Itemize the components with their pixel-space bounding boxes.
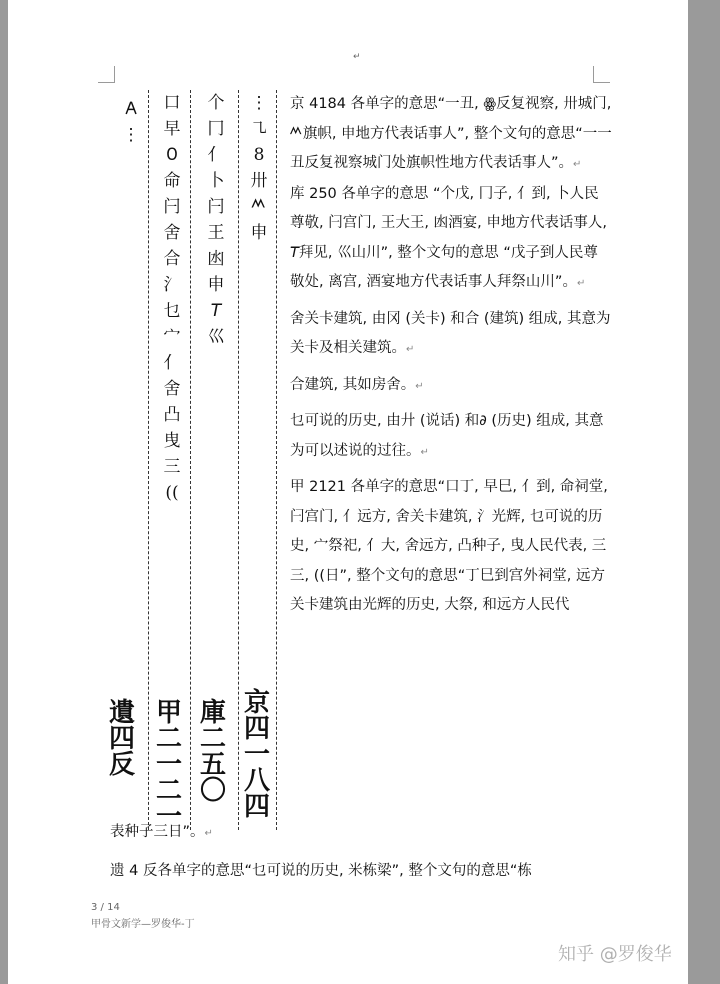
oracle-glyph: 亻 <box>163 353 181 373</box>
oracle-glyph: 口 <box>163 93 181 113</box>
oracle-glyph: 亻 <box>207 145 225 165</box>
oracle-glyph: 个 <box>207 93 225 113</box>
oracle-glyph: 早 <box>163 119 181 139</box>
oracle-glyph: 8 <box>253 145 265 165</box>
oracle-glyph: 申 <box>207 275 225 295</box>
oracle-glyph: 凸 <box>163 405 181 425</box>
oracle-glyph: 舍 <box>163 223 181 243</box>
paragraph-ku250: 库 250 各单字的意思 “个戊, 冂子, 亻到, 卜人民尊敬, 闩宫门, 王大王, 凼酒宴, 申地方代表话事人, 𝘛拜见, 巛山川”, 整个文句的意思 “戊子到人民尊敬处, 离宫, 酒宴地方代表话事人拜祭山川”。↵ <box>290 185 607 290</box>
oracle-glyph: 𝘛 <box>210 301 222 321</box>
oracle-glyph: 宀 <box>163 327 181 347</box>
explanation-text <box>290 90 612 621</box>
paragraph-jia2121: 甲 2121 各单字的意思“口丁, 早巳, 亻到, 命祠堂, 闩宫门, 亻远方, 舍关卡建筑, 氵光辉, 乜可说的历史, 宀祭祀, 亻大, 舍远方, 凸种子, 曳人民代表, 三三, ((日”, 整个文句的意思“丁巳到宫外祠堂, 远方关卡建筑由光辉的历史, 大祭, 和远方人民代 <box>290 479 608 613</box>
paragraph-continuation: 表种子三日”。↵ <box>110 824 213 840</box>
oracle-column-jing4184 <box>244 90 274 246</box>
footer-title: 甲骨文新学—罗俊华-丁 <box>91 919 195 930</box>
footer-page-number: 3 / 14 <box>91 902 120 913</box>
oracle-glyph: 王 <box>207 223 225 243</box>
paragraph-jing4184: 京 4184 各单字的意思“一丑, ꙮ反复视察, 卅城门, 𐊎旗帜, 申地方代表话事人”, 整个文句的意思“一一丑反复视察城门处旗帜性地方代表话事人”。↵ <box>290 96 612 171</box>
oracle-column-jia2121 <box>156 90 188 506</box>
label-char: 四 <box>244 714 271 744</box>
column-label-jia2121 <box>156 700 190 830</box>
column-label-jing4184 <box>244 690 278 820</box>
oracle-glyph: 三 <box>163 457 181 477</box>
label-char: 四 <box>244 792 271 822</box>
oracle-glyph: 𐌀 <box>124 99 138 119</box>
oracle-glyph: 舍 <box>163 379 181 399</box>
label-char: 庫 <box>200 698 227 728</box>
label-char: 五 <box>200 750 227 780</box>
label-char: 二 <box>200 724 227 754</box>
oracle-column-ku250 <box>198 90 234 350</box>
label-char: 八 <box>244 766 271 796</box>
oracle-glyph: 凼 <box>207 249 225 269</box>
crop-mark-right <box>593 66 610 83</box>
oracle-glyph: 𐐄 <box>166 145 178 165</box>
zhihu-watermark: 知乎 @罗俊华 <box>558 944 672 965</box>
label-char: 二 <box>156 776 183 806</box>
oracle-glyph: ⋮ <box>250 93 268 113</box>
label-char: 反 <box>109 750 136 780</box>
top-paragraph-mark: ↵ <box>353 52 361 62</box>
oracle-glyph: ⋮ <box>122 125 140 145</box>
oracle-glyph: 𐊎 <box>251 197 267 217</box>
oracle-glyph: (( <box>165 483 179 503</box>
label-char: 一 <box>156 750 183 780</box>
column-label-yi4 <box>109 700 143 778</box>
label-char: 二 <box>156 724 183 754</box>
document-page <box>8 0 688 984</box>
column-divider <box>190 90 191 830</box>
paragraph-guanka: 舍关卡建筑, 由冈 (关卡) 和合 (建筑) 组成, 其意为关卡及相关建筑。↵ <box>290 310 611 356</box>
paragraph-jianzhu: 合建筑, 其如房舍。↵ <box>290 376 424 393</box>
oracle-glyph: 氵 <box>163 275 181 295</box>
column-label-ku250 <box>200 700 234 804</box>
oracle-glyph: 闩 <box>207 197 225 217</box>
oracle-glyph: 卜 <box>207 171 225 191</box>
label-char: 一 <box>244 740 271 770</box>
label-char: 一 <box>156 802 183 832</box>
label-char: 京 <box>244 688 271 718</box>
crop-mark-left <box>98 66 115 83</box>
oracle-glyph: ㇈ <box>250 119 268 139</box>
label-char: 〇 <box>200 776 227 806</box>
oracle-glyph: 曳 <box>163 431 181 451</box>
oracle-glyph: 卅 <box>250 171 268 191</box>
paragraph-yi4: 遗 4 反各单字的意思“乜可说的历史, 米栋梁”, 整个文句的意思“栋 <box>110 863 532 879</box>
oracle-glyph: 冂 <box>207 119 225 139</box>
label-char: 甲 <box>156 698 183 728</box>
oracle-glyph: 命 <box>163 171 181 191</box>
label-char: 四 <box>109 724 136 754</box>
oracle-glyph: 闩 <box>163 197 181 217</box>
oracle-glyph: 乜 <box>163 301 181 321</box>
oracle-glyph: 合 <box>163 249 181 269</box>
column-divider <box>238 90 239 830</box>
oracle-glyph: 申 <box>250 223 268 243</box>
paragraph-lishi: 乜可说的历史, 由廾 (说话) 和∂ (历史) 组成, 其意为可以述说的过往。↵ <box>290 413 604 459</box>
oracle-glyph: 巛 <box>207 327 225 347</box>
oracle-column-yi4 <box>116 96 146 148</box>
label-char: 遺 <box>109 698 136 728</box>
column-divider <box>148 90 149 830</box>
